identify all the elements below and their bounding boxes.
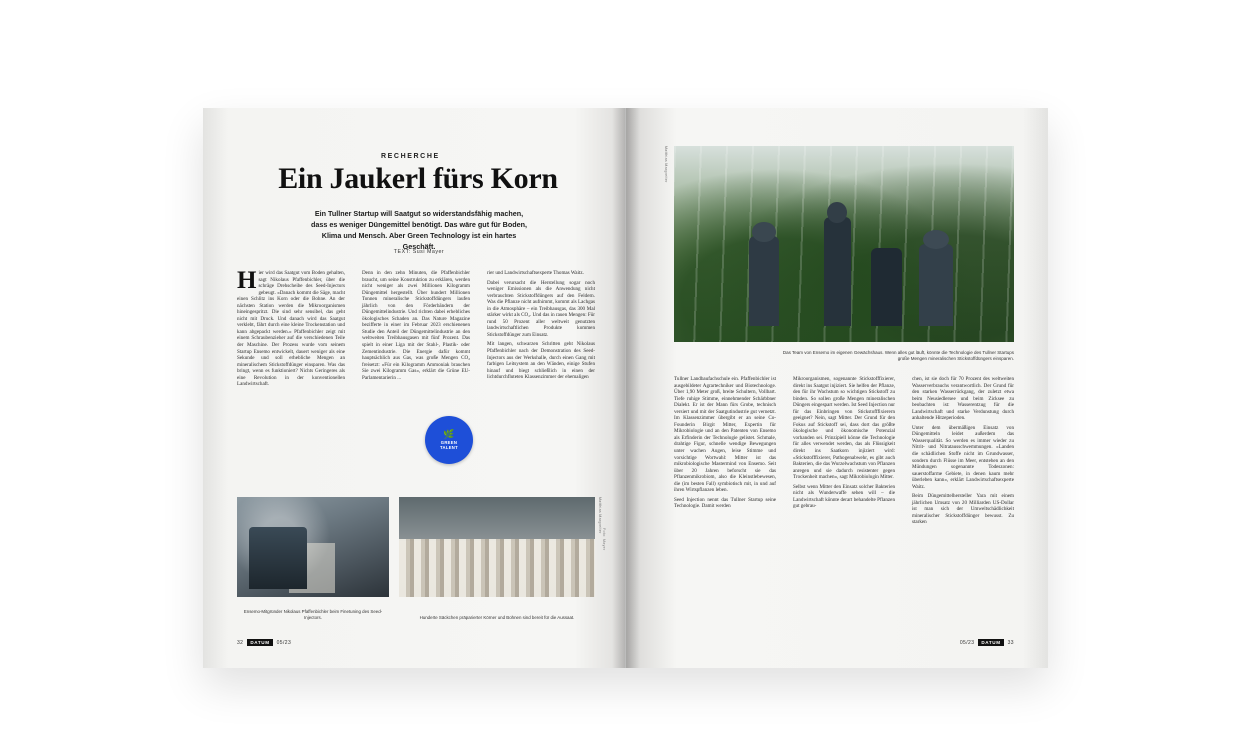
photo-greenhouse-team — [674, 146, 1014, 342]
body-column-6 — [912, 376, 1014, 626]
body-text: ier wird das Saatgut vom Boden gehalten, sagt Nikolaus Pfaffenbichler, über die schräge Drehscheibe des Seed-Injectors gebeugt. »Danach kommt die Säge, macht einen Schlitz ins Korn oder die Bohne. An der nächsten Station werden die Mikroorganismen hineingespritzt. Die sind sehr sensibel, das geht nicht mit Druck. Und danach wird das Saatgut verklebt, fährt durch eine kleine Trockenstation und kann abgepackt werden.« Pfaffenbichler zeigt mit einem Schraubenzieher auf die verschiedenen Teile der Maschine. Der Prozess wurde vom seinem Startup Ensemo entwickelt, dauert weniger als eine Sekunde und soll erhebliche Mengen an mineralischem Stickstoffdünger einsparen. Was das bringt, wenn es funktioniert? Nichts Geringeres als eine Revolution in der konventionellen Landwirtschaft. — [237, 270, 345, 388]
body-text: Beim Düngemittelhersteller Yara mit einem jährlichen Umsatz von 20 Milliarden US-Dollar ist man sich der Umweltschädlichkeit mineralischer Stickstoffdünger bewusst. Zu starken — [912, 493, 1014, 526]
page-number: 33 — [1007, 639, 1014, 646]
photo-sacks — [399, 497, 602, 620]
body-column-5 — [793, 376, 895, 626]
person-figure — [824, 217, 851, 327]
article-headline: Ein Jaukerl fürs Korn — [278, 162, 558, 195]
masthead-logo: DATUM — [978, 639, 1003, 646]
drop-cap: H — [237, 267, 257, 294]
body-column-3 — [487, 270, 595, 492]
badge-line-1: GREEN — [440, 440, 458, 445]
body-column-4 — [674, 376, 776, 626]
person-figure — [871, 248, 902, 326]
folio-left — [237, 639, 291, 646]
photo-image — [237, 497, 389, 597]
leaf-icon: 🌿 — [443, 429, 455, 439]
body-text: Selbst wenn Mitter den Einsatz solcher Bakterien nicht als Wunderwaffe sehen will – die Landwirtschaft könnte derart behandelte Pflanzen gut gebrau- — [793, 483, 895, 510]
photo-caption: Ensemo-Mitgründer Nikolaus Pfaffenbichler beim Finetuning des Seed-Injectors. — [243, 609, 383, 620]
spine-photo-credit: Foto: Mayer — [602, 528, 606, 551]
body-column-1 — [237, 267, 345, 492]
page-right — [626, 108, 1048, 668]
page-left — [203, 108, 625, 668]
photo-credit: Matthias Margreiter — [598, 497, 602, 534]
body-text: Mit langen, schwarzen Schritten geht Nikolaus Pfaffenbichler nach der Demonstration des Seed-Injectors aus der Werkshalle, durch einen Gang mit farbigen Leitsystem an den Wänden, einige Stufen hinauf und biegt schließlich in einen der lichtdurchfluteten Klassenzimmer der ehemaligen — [487, 341, 595, 381]
body-text: rier und Landwirtschaftsexperte Thomas Waitz. — [487, 270, 584, 276]
issue-number: 05/23 — [276, 639, 292, 646]
masthead-logo: DATUM — [247, 639, 272, 646]
badge-line-2: TALENT — [439, 445, 458, 450]
magazine-spread — [203, 108, 1048, 668]
section-kicker: RECHERCHE — [381, 153, 440, 160]
folio-right — [960, 639, 1014, 646]
photo-image — [674, 146, 1014, 342]
article-deck: Ein Tullner Startup will Saatgut so widerstandsfähig machen, dass es weniger Düngemittel benötigt. Das wäre gut für Boden, Klima und Mensch. Aber Green Technology ist ein hartes Geschäft. — [310, 209, 528, 251]
person-figure — [749, 236, 780, 326]
body-text: Tullner Landbaufachschule ein. Pfaffenbichler ist ausgebildeter Agrartechniker und Biotechnologe. Über 1,90 Meter groß, breite Schultern, Vollbart. Tiefe ruhige Stimme, einnehmender Schärbbner Dialekt. Er ist der Mann fürs Grobe, technisch versiert und mit der Saatgutindustrie gut vernetzt. Im Klassenzimmer übergibt er an seine Co-Founderin Birgit Mitter, Expertin für Mikrobiologie und an den Patenten von Ensemo als Erfinderin der Technologie gelistet. Schmale, drahtige Figur, schnelle wendige Bewegungen unter wachen Augen, leise Stimme und vorsichtige Wortwahl: Mitter ist das mikrobiologische Mastermind von Ensemo. Seit über 20 Jahren beforscht sie das Pflanzenmikrobiom, also die Kleinstlebewesen, die (im besten Fall) symbiotisch mit, in und auf ihren Wirtspflanzen leben. — [674, 376, 776, 494]
photo-caption: Hunderte Säckchen präparierter Körner und Bohnen sind bereit für die Aussaat. — [419, 615, 575, 620]
body-text: Unter dem übermäßigen Einsatz von Düngemitteln leidet außerdem das Wasserqualität. So werden es immer wieder zu Nitrit- und Nitratausschwemmungen. »Landen die schädlichen Stoffe nicht im Grundwasser, sondern durch Flüsse im Meer, entstehen an den Mündungen sogenannte Todeszonen: sauerstoffarme Gebiete, in denen kaum mehr überleben kann«, erklärt Landwirtschaftsexperte Waitz. — [912, 424, 1014, 490]
hero-photo-credit: Matthias Margreiter — [664, 146, 668, 183]
green-talent-badge — [425, 416, 473, 464]
article-byline: TEXT: Susi Mayer — [393, 249, 445, 255]
issue-number: 05/23 — [959, 639, 975, 646]
photo-seed-injector — [237, 497, 389, 620]
body-text: chen, ist sie doch für 70 Prozent des weltweiten Wasserverbrauchs verantwortlich. Der Grund für den starken Wasserrückgang, der zuletzt etwa beim Neusiedlersee und beim Zicksee zu beobachten ist: Wasserentzug für die Landwirtschaft und starke Verdunstung durch anhaltende Hitzeperioden. — [912, 376, 1014, 422]
photo-image — [399, 497, 595, 597]
body-text: Seed Injection nennt das Tullner Startup seine Technologie. Damit werden — [674, 496, 776, 510]
body-text: Mikroorganismen, sogenannte Stickstofffixierer, direkt ins Saatgut injiziert. Sie helfen der Pflanze, den für ihr Wachstum so wichtigen Stickstoff zu binden. So sollen große Mengen mineralischen Düngers eingespart werden. Ist Seed Injection nur für das Einbringen von Stickstofffixierern geeignet? Nein, sagt Mitter. Der Grund für den Fokus auf Stickstoff sei, dass dort das größte ökologische und ökonomische Potenzial vorhanden sei. Prinzipiell könne die Technologie für alles verwendet werden, das als Flüssigkeit direkt ins Saatkorn injiziert wird: »Stickstofffixierer, Pathogenabwehr, es gibt auch Bakterien, die das Wurzelwachstum von Pflanzen anregen und sie dadurch resistenter gegen Trockenheit machen«, sagt Mikrobiologin Mitter. — [793, 376, 895, 481]
body-text: Denn in den zehn Minuten, die Pfaffenbichler braucht, um seine Konstruktion zu erklären, werden nicht weniger als zwei Millionen Kilogramm Düngemittel hergestellt. Über hundert Millionen Tonnen mineralische Stickstoffdüngers laufen jährlich von den Förderbändern der Düngemittelindustrie. Und richten dabei erhebliches ökologisches Schaden an. Das Nature Magazine bezifferte in einer im Februar 2023 erschienenen Studie den Anteil der Düngemittelindustrie an den weltweiten Treibhausgasen mit fünf Prozent. Das spielt in einer Liga mit der Stahl-, Plastik- oder Zementindustrie. Die Energie dafür kommt hauptsächlich aus Gas, was große Mengen CO₂ freisetzt: »Für ein Kilogramm Ammoniak brauchen Sie zwei Kilogramm Gas«, erklärt die Grüne EU-Parlamentarierin ... — [362, 270, 470, 381]
right-body-columns — [674, 376, 1014, 626]
page-number: 32 — [237, 639, 244, 646]
hero-photo-caption: Das Team von Ensemo im eigenen Gewächshaus. Wenn alles gut läuft, könnte die Technologie des Tullner Startups große Mengen mineralischen Stickstoffdüngers einsparen. — [782, 350, 1014, 362]
left-body-columns — [237, 267, 595, 492]
person-figure — [919, 244, 953, 326]
body-text: Dabei verursacht die Herstellung sogar noch weniger Emissionen als die Anwendung nicht verbrauchten Stickstoffdüngers auf den Feldern. Was die Pflanze nicht aufnimmt, kommt als Lachgas in die Atmosphäre – ein Treibhausgas, das 300 Mal stärker wirkt als CO₂. Und das in rauen Mengen: Für rund 50 Prozent aller weltweit genutzten landwirtschaftlichen Produkte kommen Stickstoffdünger zum Einsatz. — [487, 279, 595, 338]
